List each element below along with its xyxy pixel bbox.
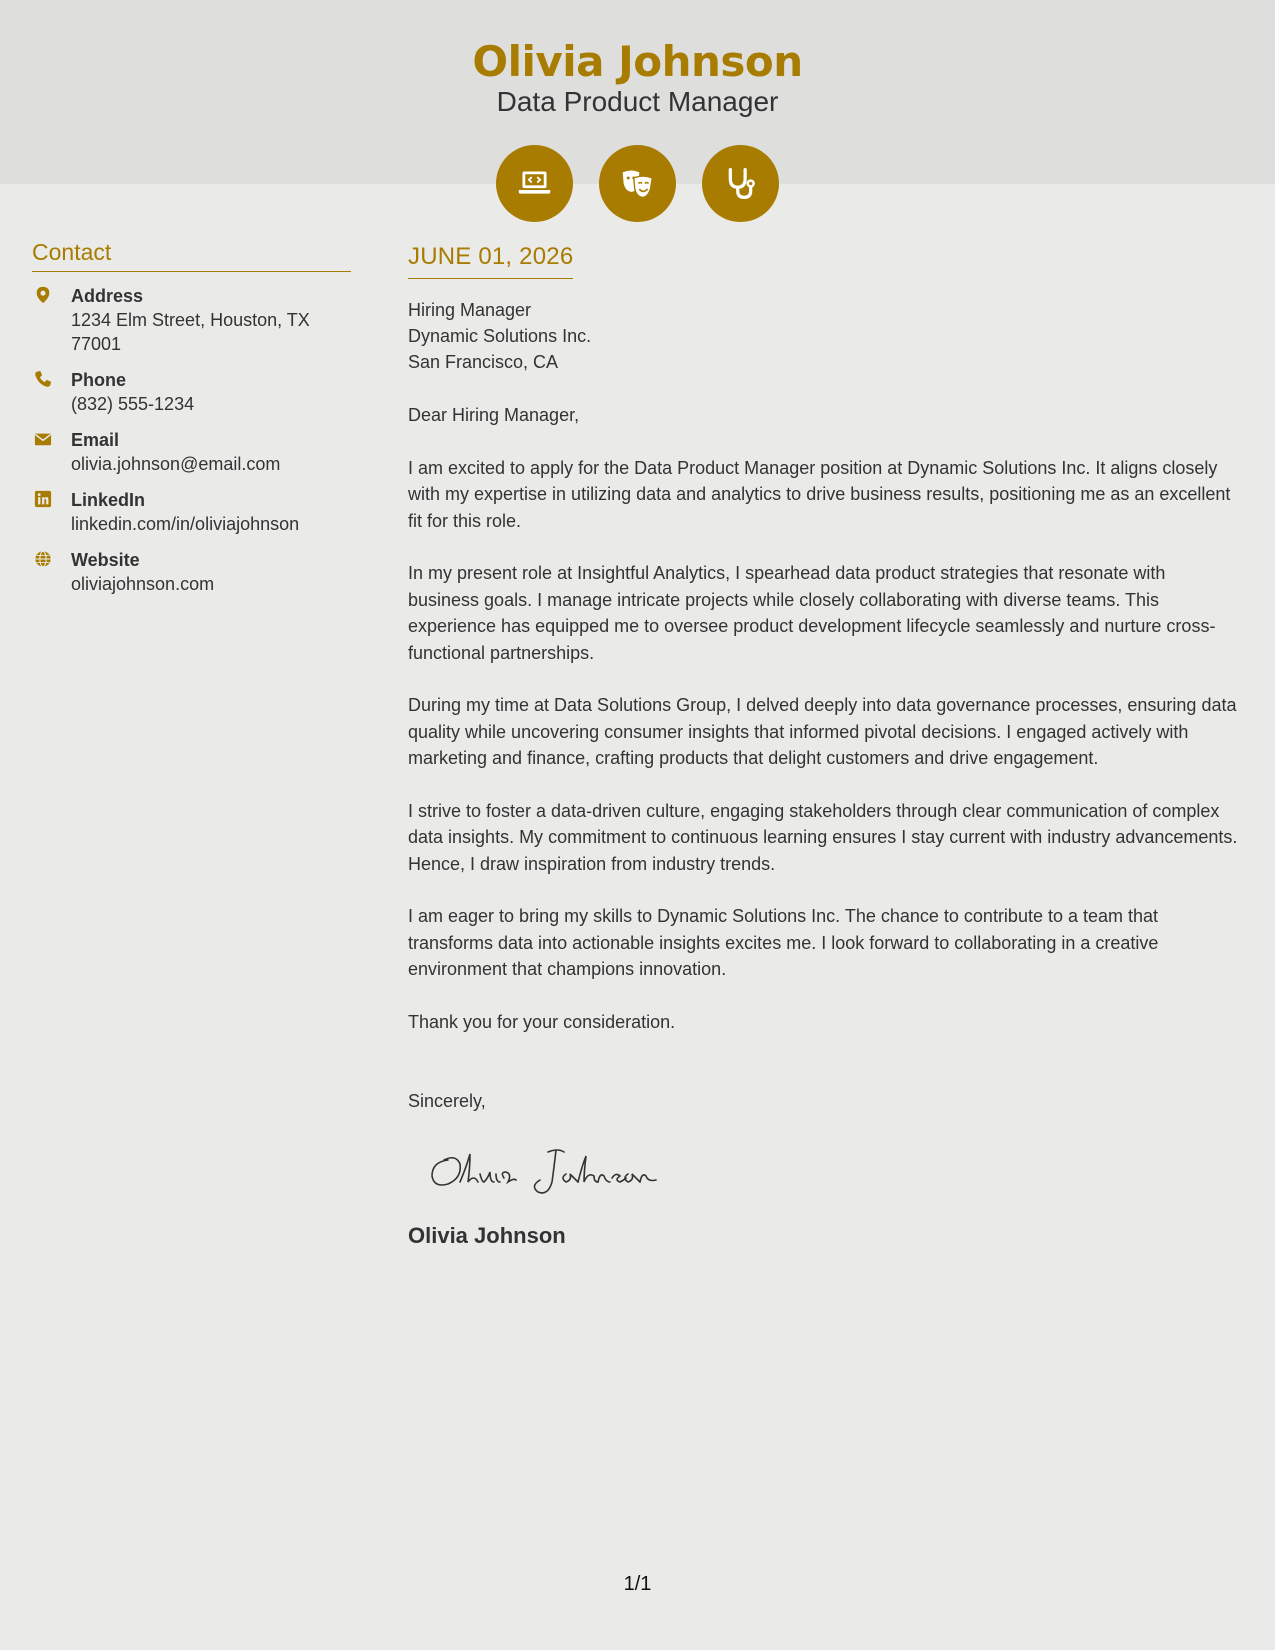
- linkedin-value[interactable]: linkedin.com/in/oliviajohnson: [71, 514, 300, 534]
- applicant-name: Olivia Johnson: [472, 37, 803, 86]
- recipient-line-2: Dynamic Solutions Inc.: [408, 326, 592, 346]
- contact-heading: Contact: [32, 236, 351, 272]
- recipient-line-3: San Francisco, CA: [408, 352, 559, 372]
- contact-address: [32, 284, 351, 356]
- globe-icon: [34, 550, 52, 568]
- job-title: Data Product Manager: [496, 86, 779, 117]
- email-value[interactable]: olivia.johnson@email.com: [71, 454, 281, 474]
- paragraph-3: During my time at Data Solutions Group, I delved deeply into data governance processes, ensuring data quality while uncovering consumer insights that informed pivotal decisions. I engaged actively with marketing and finance, crafting products that delight customers and drive engagement.: [408, 695, 1237, 768]
- phone-value: (832) 555-1234: [71, 394, 195, 414]
- paragraph-2: In my present role at Insightful Analytics, I spearhead data product strategies that resonate with business goals. I manage intricate projects while closely collaborating with diverse teams. This experience has equipped me to oversee product development lifecycle seamlessly and nurture cross-functional partnerships.: [408, 563, 1216, 663]
- linkedin-icon: [34, 490, 52, 508]
- paragraph-5: I am eager to bring my skills to Dynamic Solutions Inc. The chance to contribute to a team that transforms data into actionable insights excites me. I look forward to collaborating in a creative environment that champions innovation.: [408, 906, 1159, 979]
- phone-label: Phone: [71, 370, 127, 390]
- contact-website: [32, 548, 351, 596]
- stethoscope-icon: [702, 145, 779, 222]
- paragraph-1: I am excited to apply for the Data Product Manager position at Dynamic Solutions Inc. It aligns closely with my expertise in utilizing data and analytics to drive business results, positioning me as an excellent fit for this role.: [408, 457, 1231, 531]
- laptop-code-icon: [496, 145, 573, 222]
- signed-name: Olivia Johnson: [408, 1223, 566, 1248]
- letter-date: JUNE 01, 2026: [408, 240, 573, 279]
- closing: Sincerely,: [408, 1091, 486, 1111]
- address-label: Address: [71, 286, 144, 306]
- phone-icon: [34, 370, 52, 388]
- address-value: 1234 Elm Street, Houston, TX 77001: [71, 310, 310, 354]
- paragraph-6: Thank you for your consideration.: [408, 1011, 676, 1032]
- envelope-icon: [34, 430, 52, 448]
- contact-phone: [32, 368, 351, 416]
- letter-body: [408, 240, 1238, 1251]
- theater-masks-icon: [599, 145, 676, 222]
- page-number: 1/1: [623, 1573, 652, 1595]
- contact-sidebar: [32, 236, 351, 596]
- recipient-line-1: Hiring Manager: [408, 300, 532, 320]
- salutation: Dear Hiring Manager,: [408, 405, 580, 425]
- recipient-block: [408, 297, 1238, 375]
- website-label: Website: [71, 550, 140, 570]
- linkedin-label: LinkedIn: [71, 490, 146, 510]
- location-pin-icon: [34, 286, 52, 304]
- header-icons: [496, 145, 779, 223]
- paragraph-4: I strive to foster a data-driven culture, engaging stakeholders through clear communication of complex data insights. My commitment to continuous learning ensures I stay current with industry advancements. Hence, I draw inspiration from industry trends.: [408, 800, 1238, 874]
- email-label: Email: [71, 430, 120, 450]
- contact-email: [32, 428, 351, 476]
- signature-image: [426, 1138, 666, 1198]
- website-value[interactable]: oliviajohnson.com: [71, 574, 215, 594]
- contact-linkedin: [32, 488, 351, 536]
